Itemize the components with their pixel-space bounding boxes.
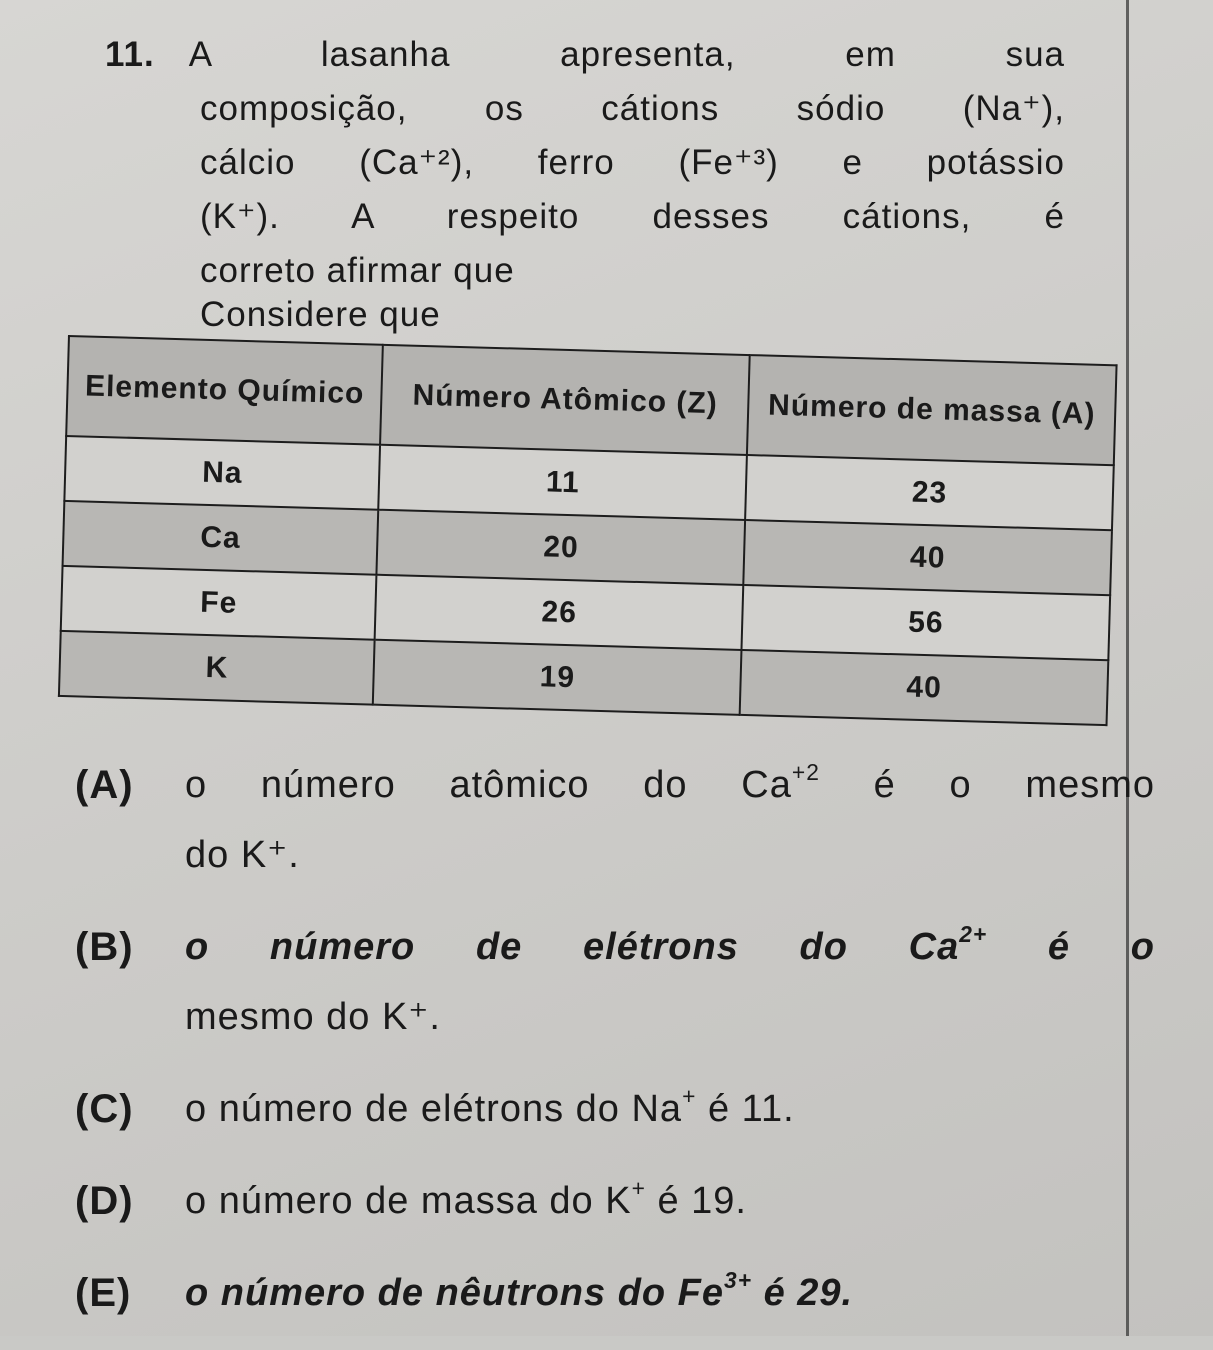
- cell-atomic-number: 19: [373, 640, 741, 715]
- option-d[interactable]: (D) o número de massa do K+ é 19.: [75, 1166, 1155, 1236]
- question-line-5: correto afirmar que: [200, 251, 515, 290]
- cell-mass-number: 40: [740, 650, 1108, 725]
- consider-label: Considere que: [200, 295, 441, 334]
- header-atomic-number: Número Atômico (Z): [380, 345, 749, 456]
- elements-table: [58, 335, 1118, 726]
- cell-element: Na: [64, 436, 380, 510]
- option-letter: (A): [75, 763, 134, 807]
- header-mass-number: Número de massa (A): [747, 355, 1116, 466]
- option-b[interactable]: (B) o número de elétrons do $Ca^{2+}$ é o mesmo do K⁺.: [75, 912, 1155, 1052]
- cell-atomic-number: 11: [379, 445, 747, 520]
- question-line-1: 11. A lasanha apresenta, em sua: [105, 35, 1065, 74]
- cell-mass-number: 56: [742, 585, 1110, 660]
- cell-mass-number: 40: [743, 520, 1111, 595]
- header-element: Elemento Químico: [66, 336, 383, 445]
- option-a[interactable]: (A) o número atômico do $Ca^{+2}$ é o mesmo do K⁺.: [75, 750, 1155, 890]
- cell-element: Fe: [61, 566, 377, 640]
- option-letter: (B): [75, 925, 134, 969]
- question-number: 11.: [105, 35, 155, 74]
- cell-element: K: [59, 631, 375, 705]
- question-line-3: cálcio (Ca⁺²), ferro (Fe⁺³) e potássio: [200, 143, 1065, 182]
- option-letter: (E): [75, 1271, 132, 1315]
- answer-options: [75, 750, 1155, 1350]
- cell-mass-number: 23: [745, 455, 1113, 530]
- option-letter: (C): [75, 1087, 134, 1131]
- cell-atomic-number: 26: [375, 575, 743, 650]
- question-stem: [105, 28, 1065, 298]
- cell-element: Ca: [63, 501, 379, 575]
- question-line-2: composição, os cátions sódio (Na⁺),: [200, 89, 1065, 128]
- option-letter: (D): [75, 1179, 134, 1223]
- option-c[interactable]: (C) o número de elétrons do Na+ é 11.: [75, 1074, 1155, 1144]
- cell-atomic-number: 20: [377, 510, 745, 585]
- option-e[interactable]: (E) o número de nêutrons do $Fe^{3+}$ é 29.: [75, 1258, 1155, 1328]
- question-line-4: (K⁺). A respeito desses cátions, é: [200, 197, 1065, 236]
